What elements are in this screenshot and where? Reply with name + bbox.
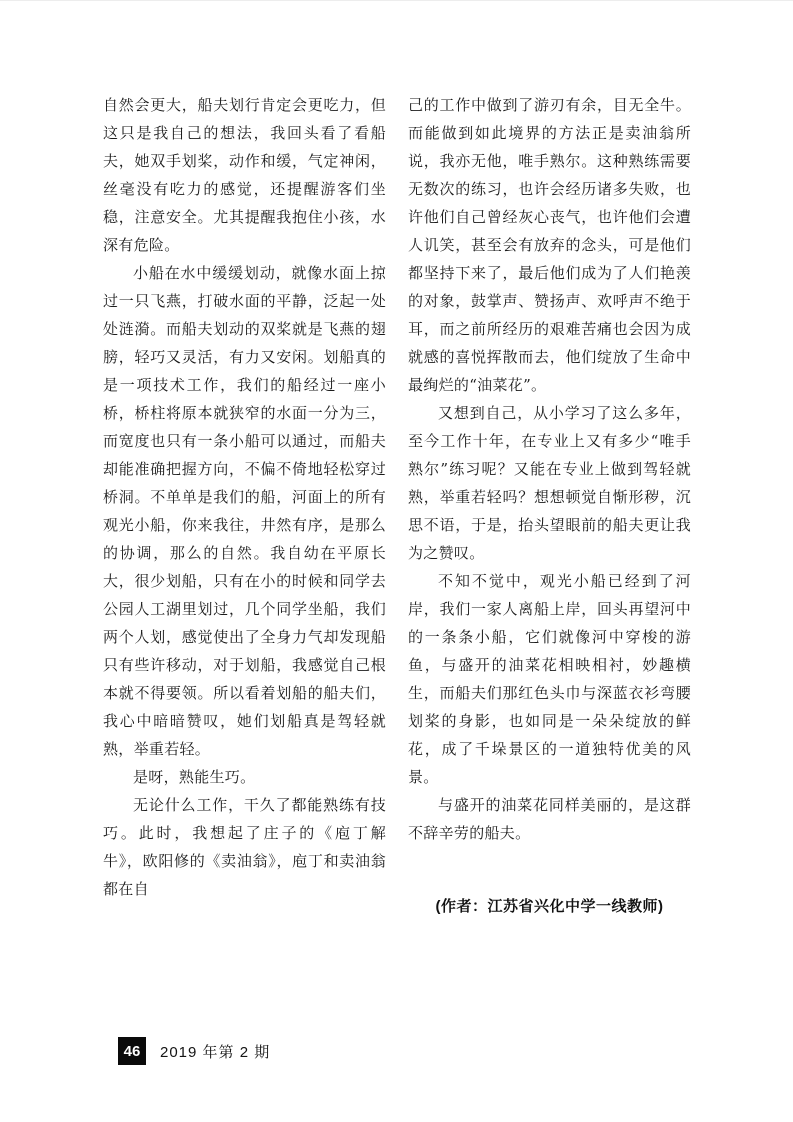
paragraph: 不知不觉中，观光小船已经到了河岸，我们一家人离船上岸，回头再望河中的一条条小船，它们就像河中穿梭的游鱼，与盛开的油菜花相映相衬，妙趣横生，而船夫们那红色头巾与深蓝衣衫弯腰划桨的身影，也如同是一朵朵绽放的鲜花，成了千垛景区的一道独特优美的风景。 — [408, 572, 691, 786]
issue-label: 2019 年第 2 期 — [160, 1043, 271, 1061]
author-note: (作者：江苏省兴化中学一线教师) — [435, 898, 664, 915]
text-column-left — [103, 91, 386, 921]
paragraph: 又想到自己，从小学习了这么多年，至今工作十年，在专业上又有多少“唯手熟尔”练习呢？又能在专业上做到驾轻就熟，举重若轻吗？想想顿觉自惭形秽，沉思不语，于是，抬头望眼前的船夫更让我为之赞叹。 — [408, 404, 691, 562]
paragraph: 己的工作中做到了游刃有余，目无全牛。而能做到如此境界的方法正是卖油翁所说，我亦无他，唯手熟尔。这种熟练需要无数次的练习，也许会经历诸多失败，也许他们自己曾经灰心丧气，也许他们会遭人讥笑，甚至会有放弃的念头，可是他们都坚持下来了，最后他们成为了人们艳羡的对象，鼓掌声、赞扬声、欢呼声不绝于耳，而之前所经历的艰难苦痛也会因为成就感的喜悦挥散而去，他们绽放了生命中最绚烂的“油菜花”。 — [408, 96, 691, 394]
page-number-badge: 46 — [118, 1037, 146, 1065]
page-footer — [118, 1037, 270, 1065]
article-body — [103, 91, 691, 921]
text-column-right — [408, 91, 691, 921]
paragraph: 自然会更大，船夫划行肯定会更吃力，但这只是我自己的想法，我回头看了看船夫，她双手划桨，动作和缓，气定神闲，丝毫没有吃力的感觉，还提醒游客们坐稳，注意安全。尤其提醒我抱住小孩，水深有危险。 — [103, 96, 386, 254]
paragraph: 无论什么工作，干久了都能熟练有技巧。此时，我想起了庄子的《庖丁解牛》，欧阳修的《卖油翁》，庖丁和卖油翁都在自 — [103, 796, 386, 898]
paragraph: 小船在水中缓缓划动，就像水面上掠过一只飞燕，打破水面的平静，泛起一处处涟漪。而船夫划动的双桨就是飞燕的翅膀，轻巧又灵活，有力又安闲。划船真的是一项技术工作，我们的船经过一座小桥，桥柱将原本就狭窄的水面一分为三，而宽度也只有一条小船可以通过，而船夫却能准确把握方向，不偏不倚地轻松穿过桥洞。不单单是我们的船，河面上的所有观光小船，你来我往，井然有序，是那么的协调，那么的自然。我自幼在平原长大，很少划船，只有在小的时候和同学去公园人工湖里划过，几个同学坐船，我们两个人划，感觉使出了全身力气却发现船只有些许移动，对于划船，我感觉自己根本就不得要领。所以看着划船的船夫们，我心中暗暗赞叹，她们划船真是驾轻就熟，举重若轻。 — [103, 264, 386, 758]
paragraph: 是呀，熟能生巧。 — [133, 768, 256, 786]
paragraph: 与盛开的油菜花同样美丽的，是这群不辞辛劳的船夫。 — [408, 796, 691, 842]
